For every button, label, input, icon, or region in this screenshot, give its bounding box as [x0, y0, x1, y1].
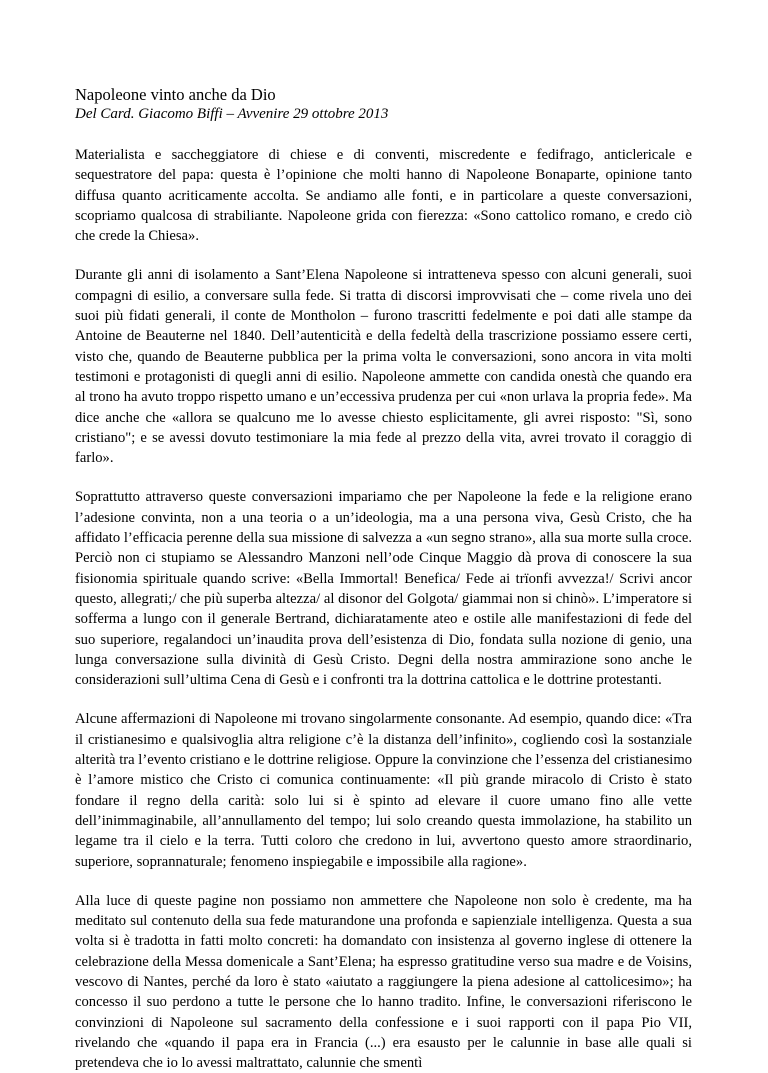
document-subtitle: Del Card. Giacomo Biffi – Avvenire 29 ottobre 2013 [75, 106, 389, 122]
document-page [75, 85, 692, 1073]
paragraph-1: Materialista e saccheggiatore di chiese e di conventi, miscredente e fedifrago, anticlericale e sequestratore del papa: questa è l’opinione che molti hanno di Napoleone Bonaparte, opinione tanto diffusa quanto acriticamente accolta. Se andiamo alle fonti, e in particolare a queste conversazioni, scopriamo qualcosa di strabiliante. Napoleone grida con fierezza: «Sono cattolico romano, e credo ciò che crede la Chiesa». [75, 147, 692, 245]
paragraph-3: Soprattutto attraverso queste conversazioni impariamo che per Napoleone la fede e la religione erano l’adesione convinta, non a una teoria o a un’ideologia, ma a una persona viva, Gesù Cristo, che ha affidato l’efficacia perenne della sua missione di salvezza a «un segno strano», alla sua morte sulla croce. Perciò non ci stupiamo se Alessandro Manzoni nell’ode Cinque Maggio dà prova di conoscere la sua fisionomia spirituale quando scrive: «Bella Immortal! Benefica/ Fede ai trïonfi avvezza!/ Scrivi ancor questo, allegrati;/ che più superba altezza/ al disonor del Golgota/ giammai non si chinò». L’imperatore si sofferma a lungo con il generale Bertrand, dichiaratamente ateo e ostile alle manifestazioni di fede del suo superiore, regalandoci un’inaudita prova dell’esistenza di Dio, fondata sulla nozione di genio, una lunga conversazione sulla divinità di Gesù Cristo. Degni della nostra ammirazione sono anche le considerazioni sull’ultima Cena di Gesù e i confronti tra la dottrina cattolica e le dottrine protestanti. [75, 489, 692, 689]
paragraph-2: Durante gli anni di isolamento a Sant’Elena Napoleone si intratteneva spesso con alcuni generali, suoi compagni di esilio, a conversare sulla fede. Si tratta di discorsi improvvisati che – come rivela uno dei suoi più fidati generali, il conte de Montholon – furono trascritti fedelmente e poi dati alle stampe da Antoine de Beauterne nel 1840. Dell’autenticità e della fedeltà della trascrizione possiamo essere certi, visto che, quando de Beauterne pubblica per la prima volta le conversazioni, sono ancora in vita molti testimoni e protagonisti di quegli anni di esilio. Napoleone ammette con candida onestà che quando era al trono ha avuto troppo rispetto umano e un’eccessiva prudenza per cui «non urlava la propria fede». Ma dice anche che «allora se qualcuno me lo avesse chiesto esplicitamente, gli avrei risposto: "Sì, sono cristiano"; e se avessi dovuto testimoniare la mia fede al prezzo della vita, avrei trovato il coraggio di farlo». [75, 267, 692, 467]
paragraph-4: Alcune affermazioni di Napoleone mi trovano singolarmente consonante. Ad esempio, quando dice: «Tra il cristianesimo e qualsivoglia altra religione c’è la distanza dell’infinito», cogliendo così la sostanziale alterità tra l’evento cristiano e le dottrine religiose. Oppure la convinzione che l’essenza del cristianesimo è l’amore mistico che Cristo ci comunica continuamente: «Il più grande miracolo di Cristo è stato fondare il regno della carità: solo lui si è spinto ad elevare il cuore umano fino alle vette dell’inimmaginabile, all’annullamento del tempo; lui solo creando questa immolazione, ha stabilito un legame tra il cielo e la terra. Tutti coloro che credono in lui, avvertono questo amore straordinario, superiore, soprannaturale; fenomeno inspiegabile e impossibile alla ragione». [75, 711, 692, 870]
document-title: Napoleone vinto anche da Dio [75, 85, 276, 104]
paragraph-5: Alla luce di queste pagine non possiamo non ammettere che Napoleone non solo è credente, ma ha meditato sul contenuto della sua fede maturandone una profonda e sapienziale intelligenza. Questa a sua volta si è tradotta in fatti molto concreti: ha domandato con insistenza al governo inglese di ottenere la celebrazione della Messa domenicale a Sant’Elena; ha espresso gratitudine verso sua madre e de Voisins, vescovo di Nantes, perché da loro è stato «aiutato a raggiungere la piena adesione al cattolicesimo»; ha concesso il suo perdono a tutte le persone che lo hanno tradito. Infine, le conversazioni riferiscono le convinzioni di Napoleone sul sacramento della confessione e i suoi rapporti con il papa Pio VII, rivelando che «quando il papa era in Francia (...) era esausto per le calunnie in base alle quali si pretendeva che io lo avessi maltrattato, calunnie che smentì [75, 892, 692, 1072]
